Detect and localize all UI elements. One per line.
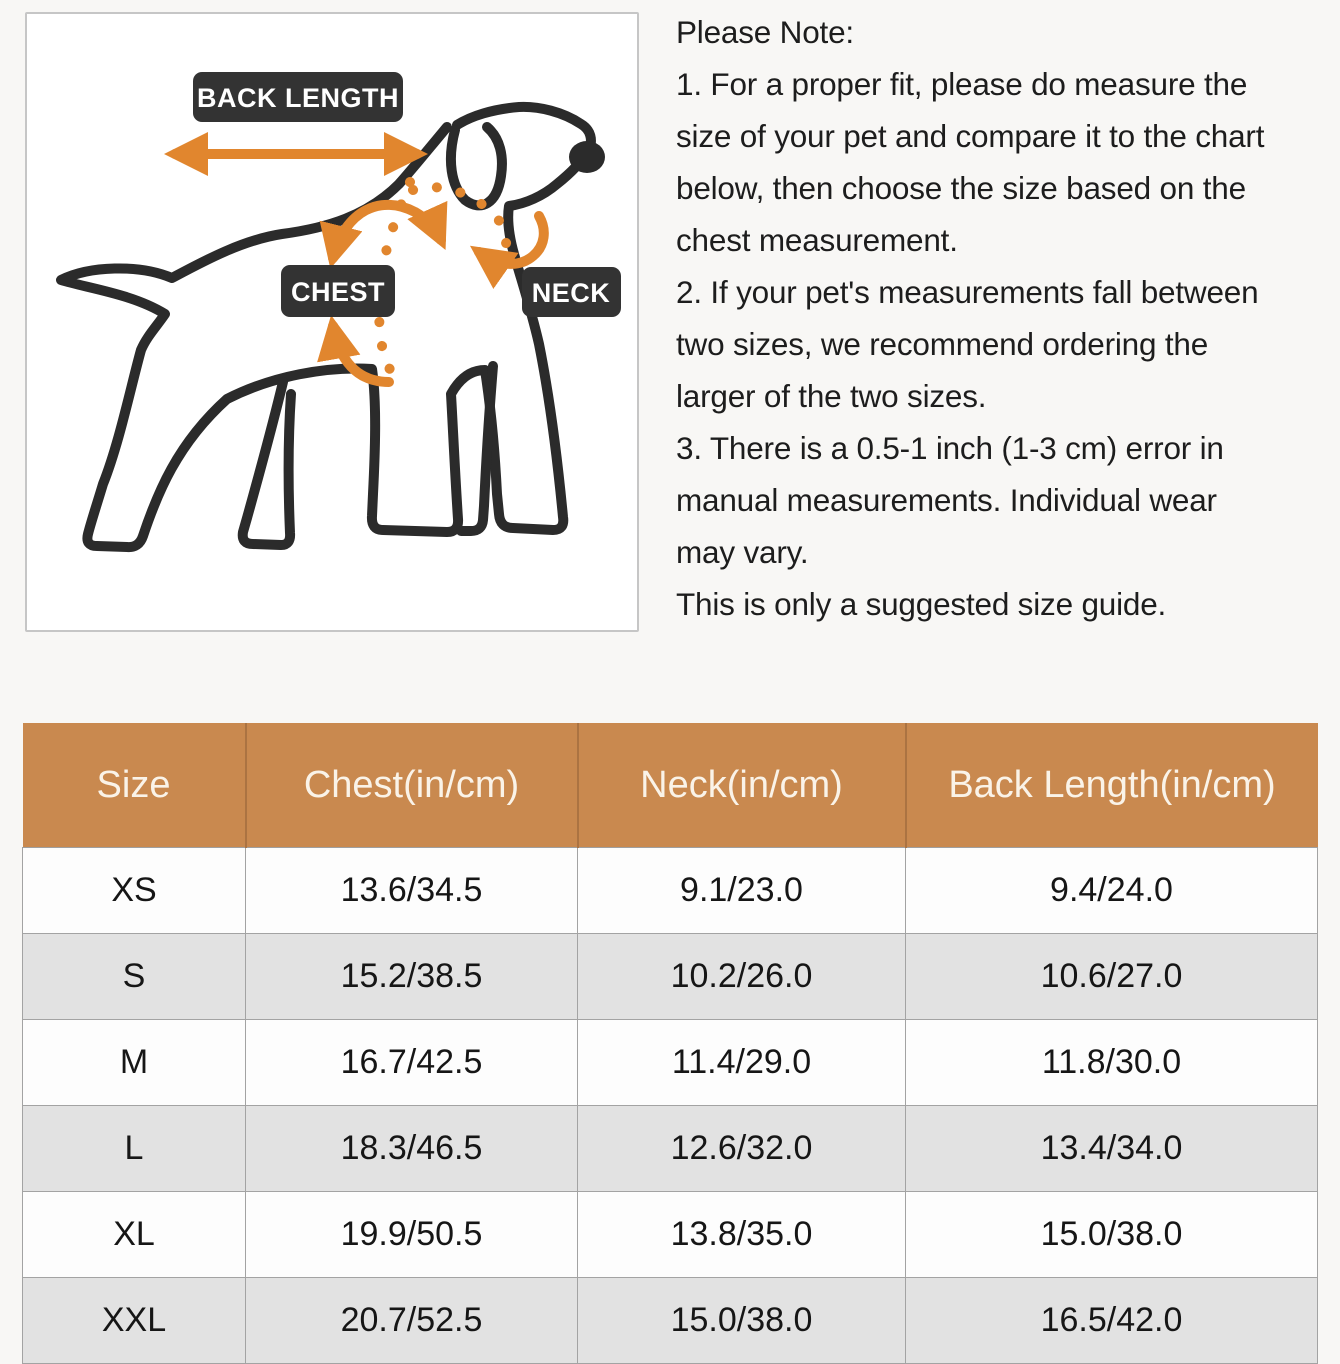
cell-size: M — [23, 1020, 246, 1106]
dog-nose — [569, 141, 605, 173]
neck-label: NECK — [531, 278, 611, 308]
cell-neck: 15.0/38.0 — [578, 1278, 906, 1364]
cell-chest: 15.2/38.5 — [246, 934, 578, 1020]
note-line: 1. For a proper fit, please do measure the — [676, 66, 1248, 102]
note-line: manual measurements. Individual wear — [676, 482, 1217, 518]
cell-neck: 12.6/32.0 — [578, 1106, 906, 1192]
cell-chest: 16.7/42.5 — [246, 1020, 578, 1106]
dog-measurement-illustration — [27, 14, 637, 630]
cell-size: XS — [23, 848, 246, 934]
note-line: chest measurement. — [676, 222, 958, 258]
note-line: may vary. — [676, 534, 809, 570]
header-neck: Neck(in/cm) — [578, 723, 906, 848]
cell-back: 15.0/38.0 — [906, 1192, 1318, 1278]
cell-neck: 9.1/23.0 — [578, 848, 906, 934]
size-table — [22, 723, 1318, 1364]
table-row-xs — [23, 848, 1318, 934]
header-back-length: Back Length(in/cm) — [906, 723, 1318, 848]
cell-neck: 10.2/26.0 — [578, 934, 906, 1020]
dog-far-front-leg — [461, 366, 493, 531]
cell-size: S — [23, 934, 246, 1020]
back-length-label: BACK LENGTH — [197, 83, 399, 113]
cell-back: 9.4/24.0 — [906, 848, 1318, 934]
table-row-l — [23, 1106, 1318, 1192]
note-line: 3. There is a 0.5-1 inch (1-3 cm) error in — [676, 430, 1224, 466]
note-heading: Please Note: — [676, 14, 854, 50]
dog-far-hind-leg — [243, 382, 291, 545]
table-row-s — [23, 934, 1318, 1020]
cell-size: XL — [23, 1192, 246, 1278]
please-note-text — [676, 6, 1338, 630]
cell-size: L — [23, 1106, 246, 1192]
cell-chest: 19.9/50.5 — [246, 1192, 578, 1278]
note-line: size of your pet and compare it to the chart — [676, 118, 1265, 154]
note-line: This is only a suggested size guide. — [676, 586, 1167, 622]
cell-back: 16.5/42.0 — [906, 1278, 1318, 1364]
cell-chest: 20.7/52.5 — [246, 1278, 578, 1364]
measurement-diagram-panel — [25, 12, 639, 632]
cell-back: 10.6/27.0 — [906, 934, 1318, 1020]
size-table-header-row — [23, 723, 1318, 848]
note-line: below, then choose the size based on the — [676, 170, 1246, 206]
cell-chest: 18.3/46.5 — [246, 1106, 578, 1192]
table-row-xxl — [23, 1278, 1318, 1364]
dog-outline — [61, 107, 591, 547]
cell-back: 11.8/30.0 — [906, 1020, 1318, 1106]
cell-neck: 13.8/35.0 — [578, 1192, 906, 1278]
chest-label: CHEST — [290, 277, 386, 307]
note-line: 2. If your pet's measurements fall between — [676, 274, 1259, 310]
note-line: larger of the two sizes. — [676, 378, 987, 414]
cell-neck: 11.4/29.0 — [578, 1020, 906, 1106]
cell-back: 13.4/34.0 — [906, 1106, 1318, 1192]
header-size: Size — [23, 723, 246, 848]
cell-chest: 13.6/34.5 — [246, 848, 578, 934]
table-row-m — [23, 1020, 1318, 1106]
table-row-xl — [23, 1192, 1318, 1278]
cell-size: XXL — [23, 1278, 246, 1364]
note-line: two sizes, we recommend ordering the — [676, 326, 1209, 362]
header-chest: Chest(in/cm) — [246, 723, 578, 848]
